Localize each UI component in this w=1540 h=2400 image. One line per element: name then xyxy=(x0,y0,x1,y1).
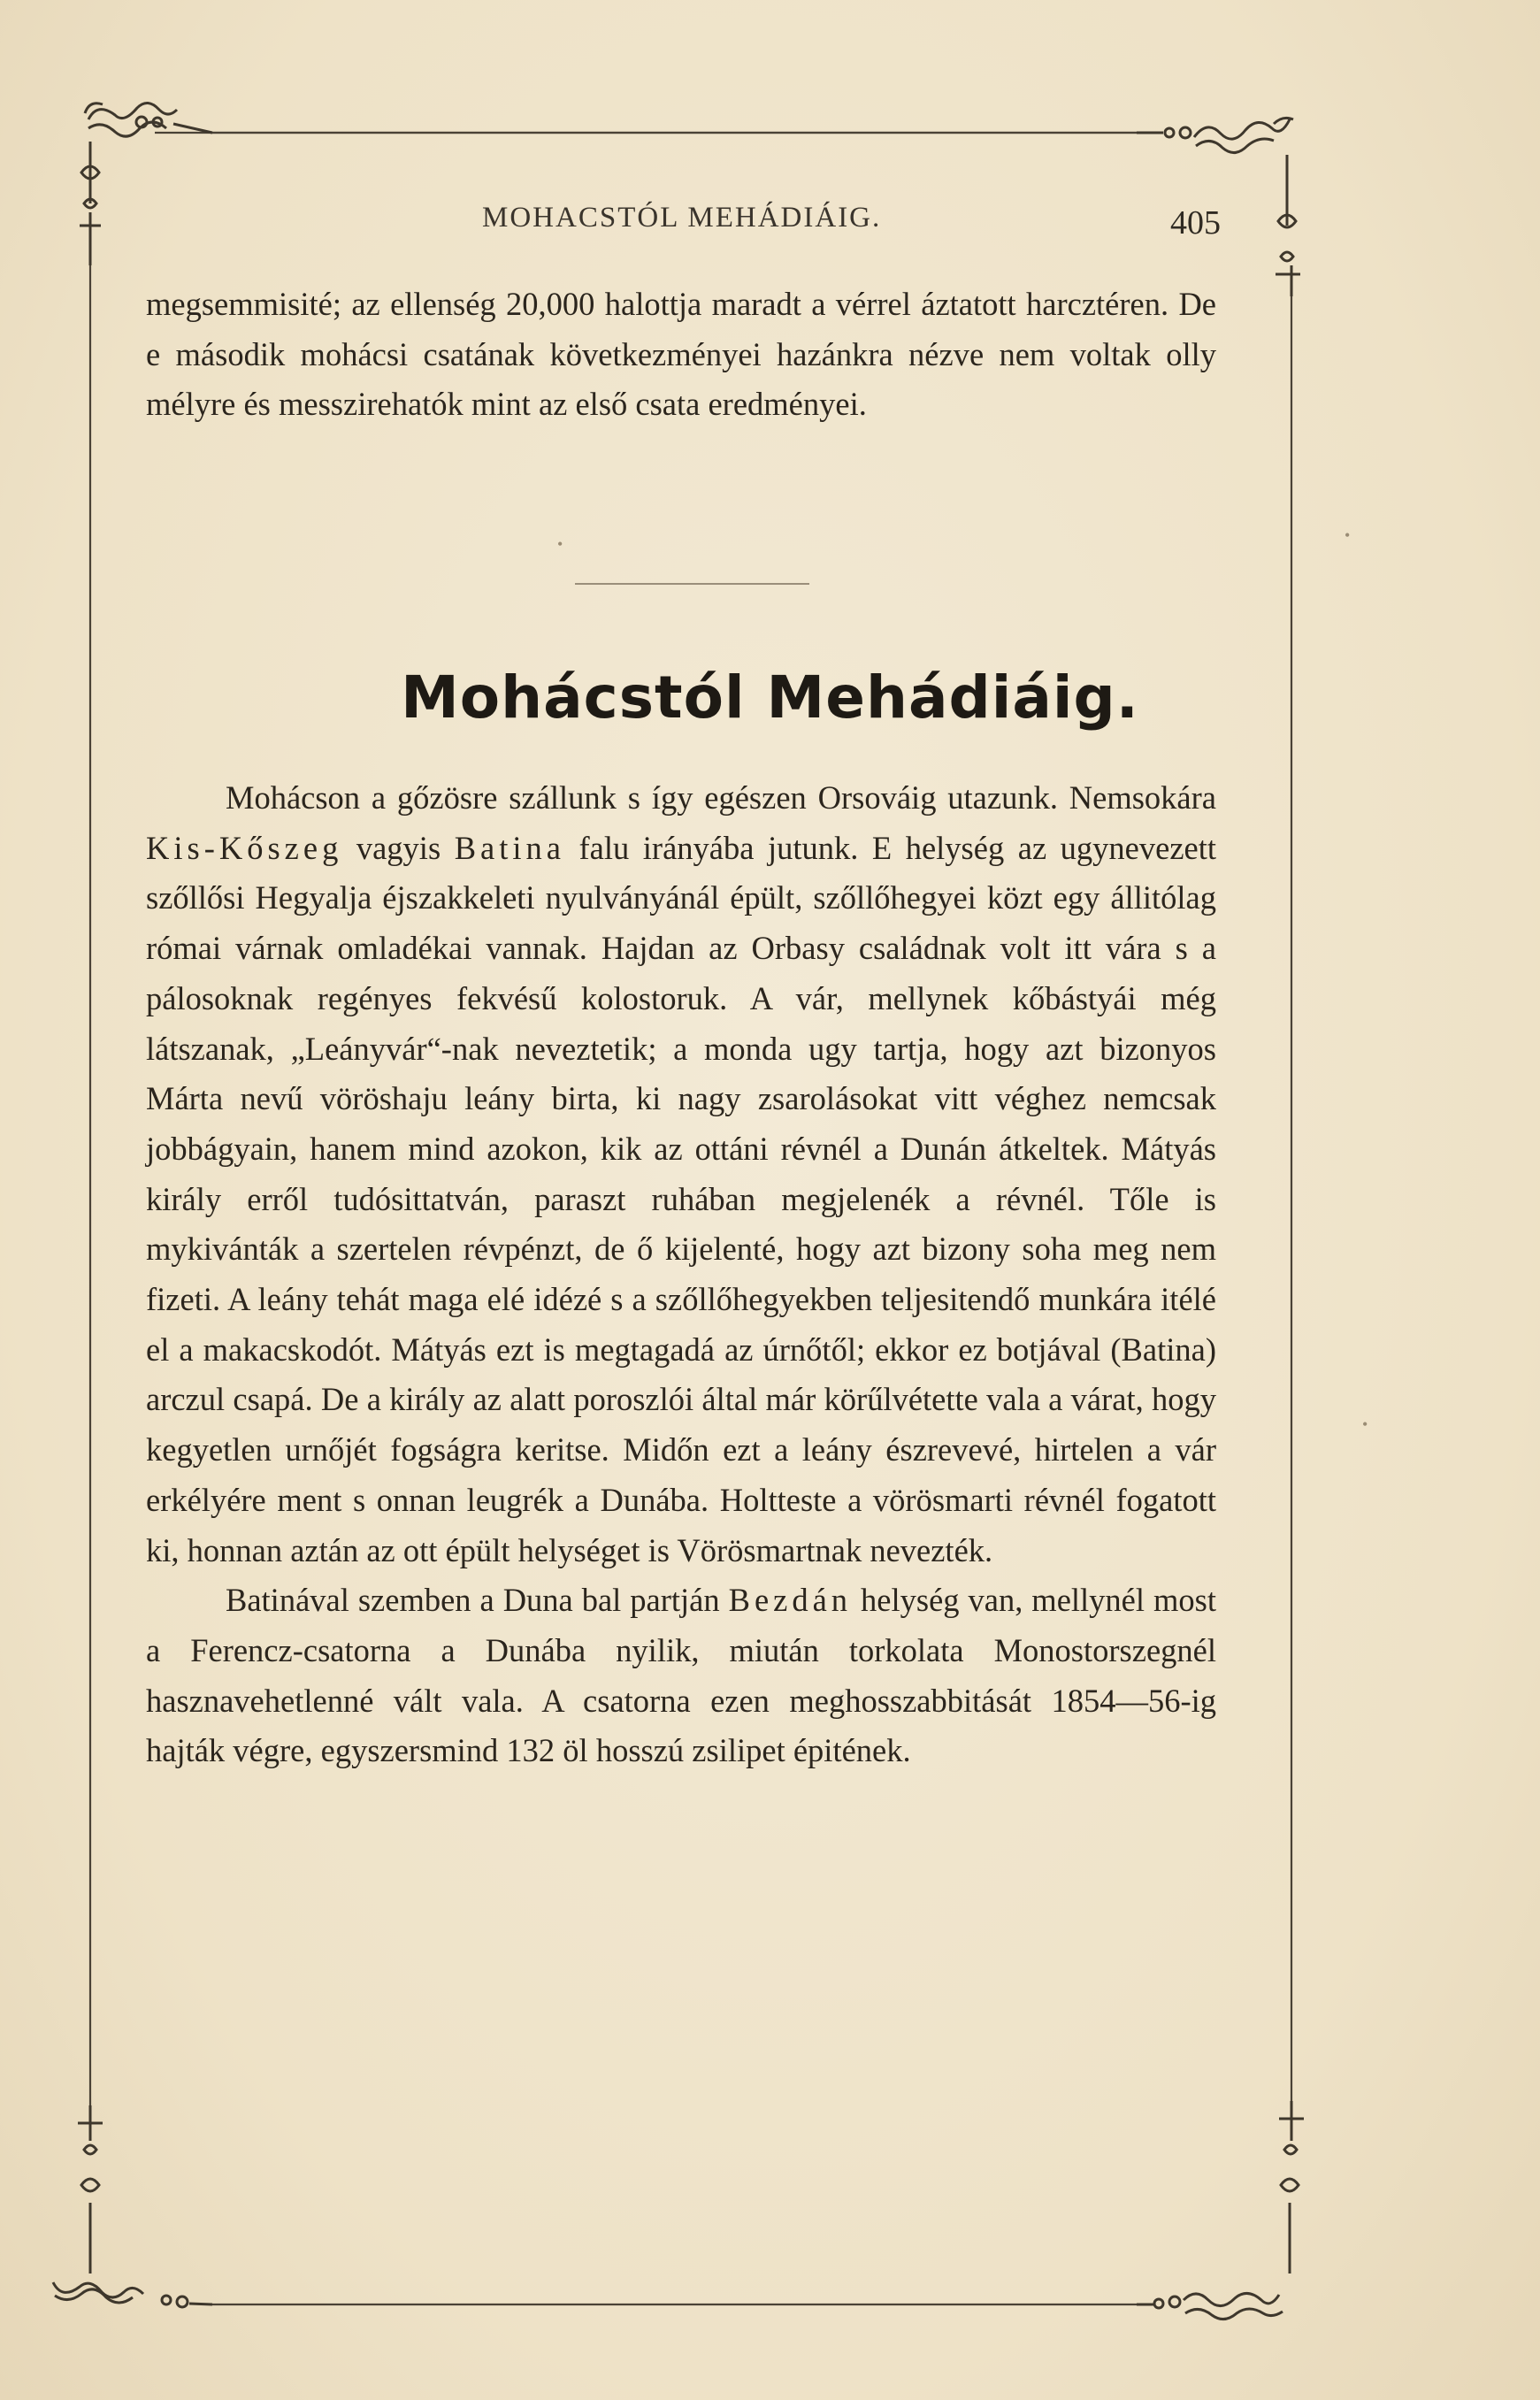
running-header xyxy=(150,202,1247,255)
place-name: Kis-Kőszeg xyxy=(146,829,343,866)
body-text: Mohácson a gőzösre szállunk s így egészen Orsováig utazunk. Nemsokára xyxy=(226,779,1216,816)
running-title: MOHACSTÓL MEHÁDIÁIG. xyxy=(482,202,882,234)
paper-speck: • xyxy=(557,535,563,553)
chapter-title: Mohácstól Mehádiáig. xyxy=(401,663,1139,732)
paper-speck: • xyxy=(1362,1415,1368,1433)
body-paragraph-2 xyxy=(146,1576,1216,1776)
place-name: Batina xyxy=(454,829,565,866)
page-number: 405 xyxy=(1170,204,1221,242)
paper-speck: • xyxy=(1345,526,1351,544)
continuation-paragraph xyxy=(146,280,1216,430)
continuation-text: megsemmisité; az ellenség 20,000 halottja maradt a vérrel áztatott harcztéren. De e második mohácsi csatának következményei hazánkra nézve nem voltak olly mélyre és messzirehatók mint az első csata eredményei. xyxy=(146,286,1216,423)
body-text: helység van, mellynél most a Ferencz-csatorna a Dunába nyilik, miután torkolata Monostorszegnél hasznavehetlenné vált vala. A csatorna ezen meghosszabbitását 1854—56-ig hajták végre, egyszersmind 132 öl hosszú zsilipet épitének. xyxy=(146,1582,1216,1769)
corner-ornament-bottom-left xyxy=(53,2105,212,2307)
chapter-body xyxy=(146,773,1216,1776)
body-paragraph-1 xyxy=(146,773,1216,1576)
body-text: falu irányába jutunk. E helység az ugynevezett szőllősi Hegyalja éjszakkeleti nyulványánál épült, szőllőhegyei közt egy állitólag római várnak omladékai vannak. Hajdan az Orbasy családnak volt itt vára s a pálosoknak regényes fekvésű kolostoruk. A vár, mellynek kőbástyái még látszanak, „Leányvár“-nak neveztetik; a monda ugy tartja, hogy azt bizonyos Márta nevű vöröshaju leány birta, ki nagy zsarolásokat vitt véghez nemcsak jobbágyain, hanem mind azokon, kik az ottáni révnél a Dunán átkeltek. Mátyás király erről tudósittatván, paraszt ruhában megjelenék a révnél. Tőle is mykivánták a szertelen révpénzt, de ő kijelenté, hogy azt bizony soha meg nem fizeti. A leány tehát maga elé idézé s a szőllőhegyekben teljesitendő munkára itélé el a makacskodót. Mátyás ezt is megtagadá az úrnőtől; ekkor ez botjával (Batina) arczul csapá. De a király az alatt poroszlói által már körűlvétette vala a várat, hogy kegyetlen urnőjét fogságra keritse. Midőn ezt a leány észrevevé, hirtelen a vár erkélyére ment s onnan leugrék a Dunába. Holtteste a vörösmarti révnél fogatott ki, honnan aztán az ott épült helységet is Vörösmartnak nevezték. xyxy=(146,829,1217,1568)
place-name: Bezdán xyxy=(728,1582,853,1619)
body-text: Batinával szemben a Duna bal partján xyxy=(226,1582,729,1619)
section-divider xyxy=(575,583,809,585)
corner-ornament-bottom-right xyxy=(1137,2101,1304,2319)
body-text: vagyis xyxy=(342,829,455,866)
